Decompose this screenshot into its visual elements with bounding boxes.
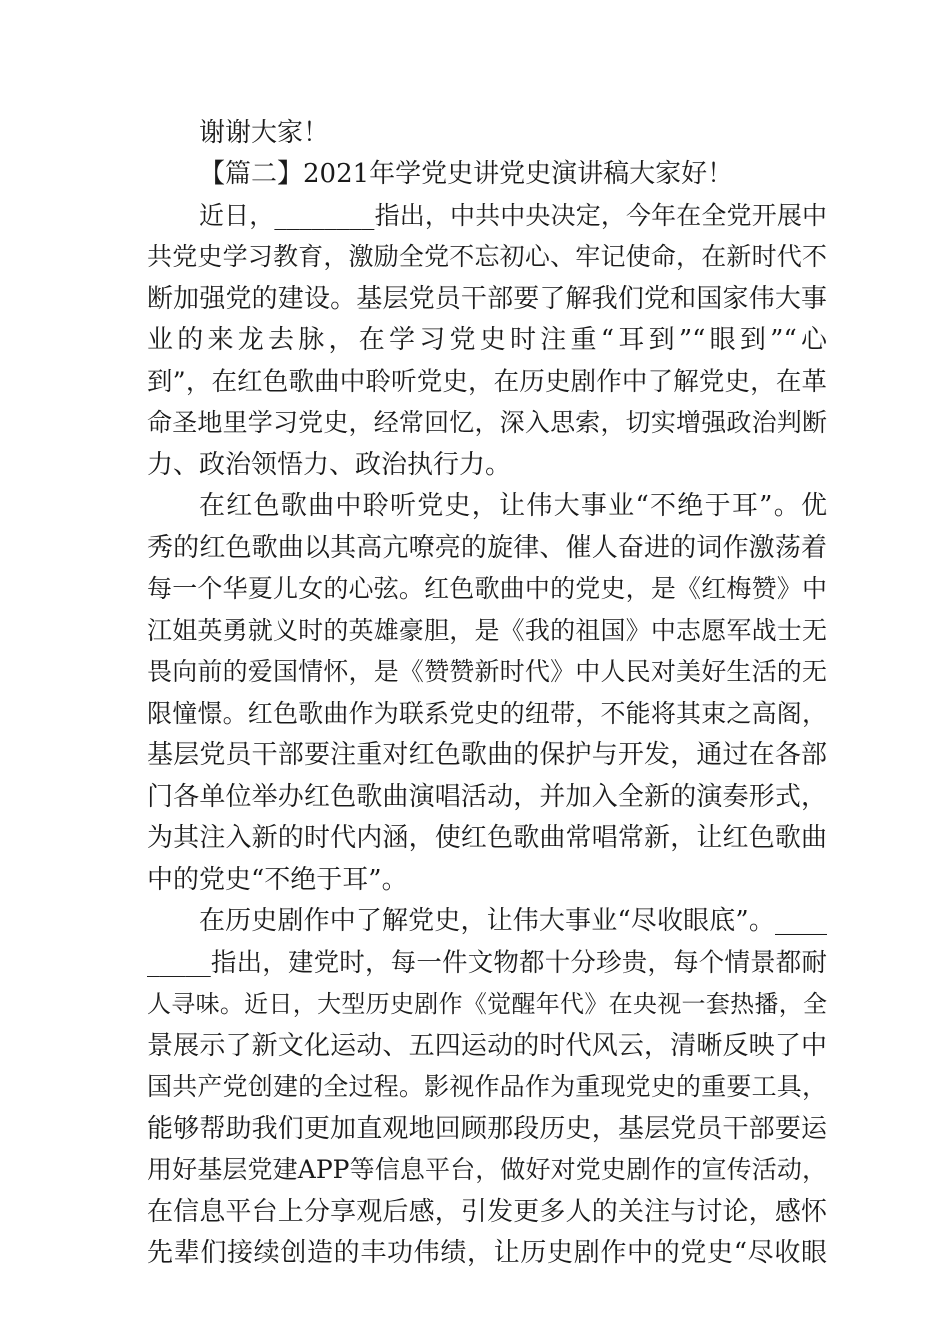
text-line: 在历史剧作中了解党史，让伟大事业“尽收眼底”。____: [199, 906, 827, 936]
text-line: 限憧憬。红色歌曲作为联系党史的纽带，不能将其束之高阁，: [147, 699, 827, 728]
text-line: 用好基层党建APP等信息平台，做好对党史剧作的宣传活动，: [147, 1155, 827, 1184]
text-line: 秀的红色歌曲以其高亢嘹亮的旋律、催人奋进的词作激荡着: [147, 533, 827, 563]
text-line: 畏向前的爱国情怀，是《赞赞新时代》中人民对美好生活的无: [147, 657, 827, 686]
text-line: 人寻味。近日，大型历史剧作《觉醒年代》在央视一套热播，全: [147, 990, 827, 1018]
text-line: 在信息平台上分享观后感，引发更多人的关注与讨论，感怀: [147, 1197, 827, 1227]
text-line: 谢谢大家！: [199, 118, 330, 148]
text-line: 能够帮助我们更加直观地回顾那段历史，基层党员干部要运: [147, 1114, 827, 1144]
text-line: 中的党史“不绝于耳”。: [147, 865, 408, 895]
text-line: _____指出，建党时，每一件文物都十分珍贵，每个情景都耐: [147, 948, 827, 978]
text-line: 到”，在红色歌曲中聆听党史，在历史剧作中了解党史，在革: [147, 367, 827, 397]
text-line: 命圣地里学习党史，经常回忆，深入思索，切实增强政治判断: [147, 408, 827, 437]
text-line: 每一个华夏儿女的心弦。红色歌曲中的党史，是《红梅赞》中: [147, 574, 827, 603]
text-line: 景展示了新文化运动、五四运动的时代风云，清晰反映了中: [147, 1031, 827, 1061]
text-line: 江姐英勇就义时的英雄豪胆，是《我的祖国》中志愿军战士无: [147, 616, 827, 645]
text-line: 基层党员干部要注重对红色歌曲的保护与开发，通过在各部: [147, 740, 827, 770]
text-line: 在红色歌曲中聆听党史，让伟大事业“不绝于耳”。优: [199, 491, 827, 521]
text-line: 共党史学习教育，激励全党不忘初心、牢记使命，在新时代不: [147, 242, 827, 271]
text-line: 国共产党创建的全过程。影视作品作为重现党史的重要工具，: [147, 1072, 827, 1101]
section-heading: 【篇二】2021年学党史讲党史演讲稿大家好！: [199, 159, 734, 189]
text-line: 力、政治领悟力、政治执行力。: [147, 450, 512, 480]
text-line: 门各单位举办红色歌曲演唱活动，并加入全新的演奏形式，: [147, 782, 827, 812]
text-line: 先辈们接续创造的丰功伟绩，让历史剧作中的党史“尽收眼: [147, 1238, 827, 1268]
text-line: 近日，________指出，中共中央决定，今年在全党开展中: [199, 201, 827, 230]
text-line: 断加强党的建设。基层党员干部要了解我们党和国家伟大事: [147, 284, 827, 314]
text-line: 为其注入新的时代内涵，使红色歌曲常唱常新，让红色歌曲: [147, 823, 827, 853]
text-line: 业的来龙去脉，在学习党史时注重“耳到”“眼到”“心: [147, 325, 827, 355]
